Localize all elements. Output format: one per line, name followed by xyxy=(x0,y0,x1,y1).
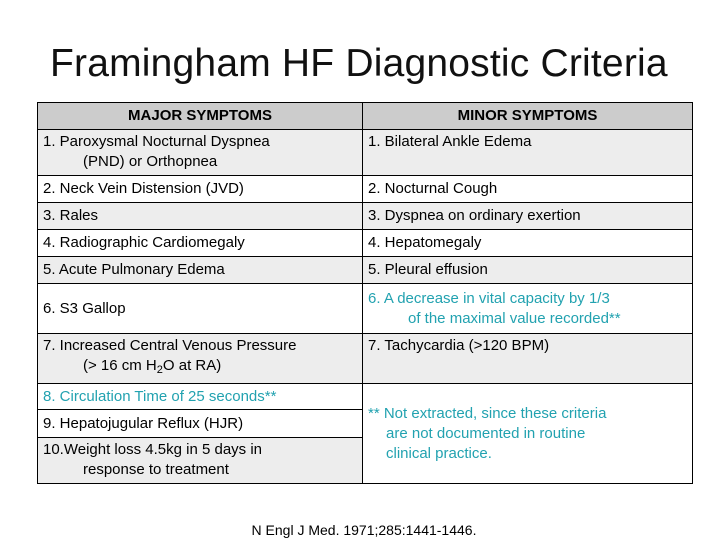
major-criterion-cell: 9. Hepatojugular Reflux (HJR) xyxy=(38,410,363,438)
table-row xyxy=(38,203,693,230)
minor-criterion-text: 1. Bilateral Ankle Edema xyxy=(368,133,532,150)
minor-criterion-cell xyxy=(363,334,693,384)
cvp-threshold-text: (> 16 cm H xyxy=(83,357,157,374)
not-extracted-note-cell xyxy=(363,384,693,484)
minor-criterion-cell-highlighted xyxy=(363,284,693,334)
table-row xyxy=(38,384,693,410)
major-criterion-cell-highlighted: 8. Circulation Time of 25 seconds** xyxy=(38,384,363,410)
slide-title: Framingham HF Diagnostic Criteria xyxy=(50,42,668,85)
minor-criterion-text: 7. Tachycardia (>120 BPM) xyxy=(368,337,550,354)
minor-criterion-cell: 2. Nocturnal Cough xyxy=(363,176,693,203)
minor-criterion-continuation: of the maximal value recorded** xyxy=(408,309,621,327)
not-extracted-note xyxy=(368,405,687,464)
minor-criterion-cell: 5. Pleural effusion xyxy=(363,257,693,284)
table-row xyxy=(38,176,693,203)
minor-symptoms-header: MINOR SYMPTOMS xyxy=(363,103,693,130)
major-criterion-cell xyxy=(38,130,363,176)
major-criterion-continuation: response to treatment xyxy=(83,461,229,478)
major-criterion-cell: 2. Neck Vein Distension (JVD) xyxy=(38,176,363,203)
major-criterion-cell: 4. Radiographic Cardiomegaly xyxy=(38,230,363,257)
note-line-1: ** Not extracted, since these criteria xyxy=(368,404,607,422)
major-criterion-cell: 5. Acute Pulmonary Edema xyxy=(38,257,363,284)
major-criterion-text: 1. Paroxysmal Nocturnal Dyspnea xyxy=(43,133,270,150)
table-row xyxy=(38,230,693,257)
table-header-row xyxy=(38,103,693,130)
major-criterion-text: 10.Weight loss 4.5kg in 5 days in xyxy=(43,441,263,458)
major-symptoms-header: MAJOR SYMPTOMS xyxy=(38,103,363,130)
major-criterion-continuation: (PND) or Orthopnea xyxy=(83,153,218,170)
note-line-3: clinical practice. xyxy=(386,444,492,462)
table-row xyxy=(38,334,693,384)
criteria-table xyxy=(37,102,693,484)
major-criterion-cell: 3. Rales xyxy=(38,203,363,230)
major-criterion-continuation xyxy=(43,356,357,376)
table-row xyxy=(38,284,693,334)
citation: N Engl J Med. 1971;285:1441-1446. xyxy=(251,522,477,538)
minor-criterion-cell: 3. Dyspnea on ordinary exertion xyxy=(363,203,693,230)
subscript-two: 2 xyxy=(156,364,163,376)
minor-criterion-text: 6. A decrease in vital capacity by 1/3 xyxy=(368,289,610,307)
major-criterion-cell xyxy=(38,438,363,484)
table-row xyxy=(38,257,693,284)
note-line-2: are not documented in routine xyxy=(386,424,586,442)
minor-criterion-cell: 4. Hepatomegaly xyxy=(363,230,693,257)
major-criterion-cell xyxy=(38,334,363,384)
major-criterion-cell: 6. S3 Gallop xyxy=(38,284,363,334)
minor-criterion-cell xyxy=(363,130,693,176)
major-criterion-text: 7. Increased Central Venous Pressure xyxy=(43,337,297,354)
cvp-threshold-unit: O at RA) xyxy=(162,357,222,374)
table-row xyxy=(38,130,693,176)
